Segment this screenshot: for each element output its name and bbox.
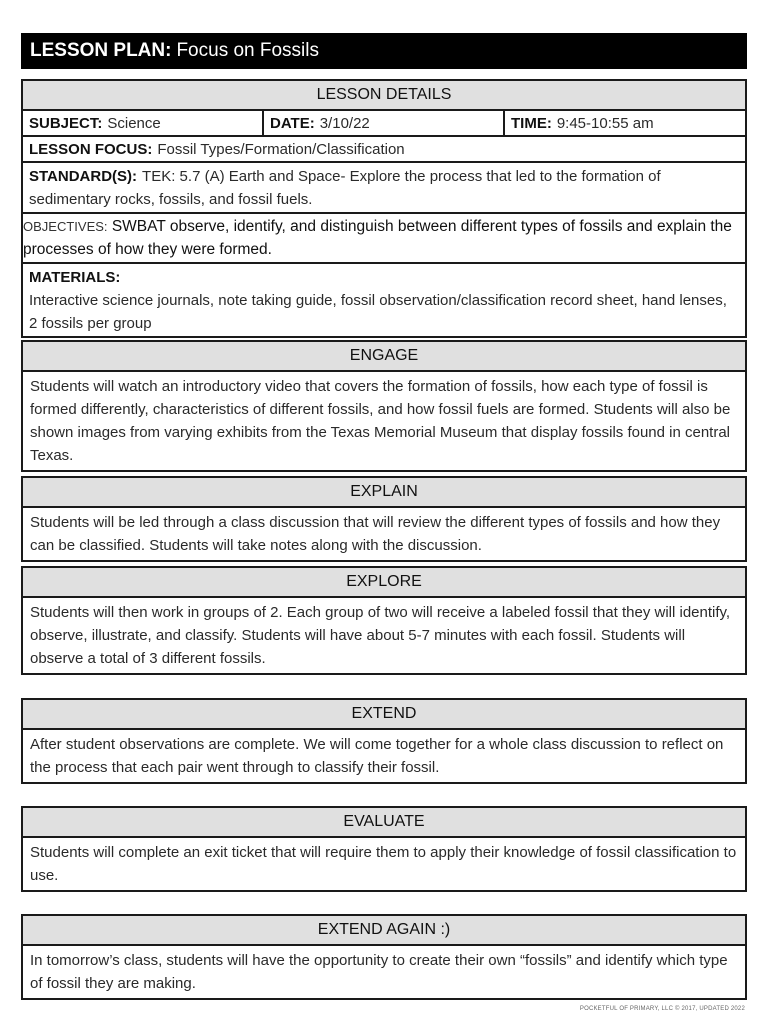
copyright-footer: POCKETFUL OF PRIMARY, LLC © 2017, UPDATED 2022 <box>579 1006 745 1012</box>
explore-section <box>21 566 747 675</box>
extend-again-section <box>21 914 747 1000</box>
standards-label: STANDARD(S): <box>29 168 138 185</box>
time-label: TIME: <box>511 114 552 132</box>
extend-again-heading: EXTEND AGAIN :) <box>23 916 745 946</box>
subject-cell <box>23 111 264 135</box>
evaluate-section <box>21 806 747 892</box>
title-text: Focus on Fossils <box>176 40 319 61</box>
materials-row <box>23 264 745 336</box>
objectives-value: SWBAT observe, identify, and distinguish between different types of fossils and explain the processes of how they were formed. <box>23 218 732 258</box>
lesson-details-heading: LESSON DETAILS <box>23 81 745 111</box>
objectives-label: OBJECTIVES: <box>23 219 108 234</box>
standards-value: TEK: 5.7 (A) Earth and Space- Explore the process that led to the formation of sedimentary rocks, fossils, and fossil fuels. <box>29 168 661 208</box>
explain-heading: EXPLAIN <box>23 478 745 508</box>
extend-body: After student observations are complete. We will come together for a whole class discussion to reflect on the process that each pair went through to classify their fossil. <box>30 736 724 776</box>
lesson-details-table <box>21 79 747 338</box>
time-value: 9:45-10:55 am <box>556 114 654 132</box>
date-label: DATE: <box>270 114 315 132</box>
explain-section <box>21 476 747 562</box>
evaluate-body: Students will complete an exit ticket that will require them to apply their knowledge of fossil classification to use. <box>30 844 737 884</box>
details-row-meta <box>23 111 745 137</box>
engage-body: Students will watch an introductory video that covers the formation of fossils, how each type of fossil is formed differently, characteristics of different fossils, and how fossil fuels are formed. Students will also be shown images from varying exhibits from the Texas Memorial Museum that display fossils found in central Texas. <box>30 378 731 464</box>
lesson-focus-value: Fossil Types/Formation/Classification <box>157 140 405 158</box>
date-cell <box>264 111 505 135</box>
subject-label: SUBJECT: <box>29 114 103 132</box>
explore-body: Students will then work in groups of 2. Each group of two will receive a labeled fossil that they will identify, observe, illustrate, and classify. Students will have about 5-7 minutes with each fossil. Students will observe a total of 3 different fossils. <box>30 604 731 667</box>
lesson-focus-row <box>23 137 745 163</box>
extend-section <box>21 698 747 784</box>
engage-heading: ENGAGE <box>23 342 745 372</box>
materials-value: Interactive science journals, note taking guide, fossil observation/classification record sheet, hand lenses, 2 fossils per group <box>29 292 727 332</box>
date-value: 3/10/22 <box>319 114 370 132</box>
standards-row <box>23 163 745 214</box>
objectives-row <box>23 214 745 264</box>
explore-heading: EXPLORE <box>23 568 745 598</box>
subject-value: Science <box>107 114 161 132</box>
extend-heading: EXTEND <box>23 700 745 730</box>
title-prefix: LESSON PLAN: <box>30 40 172 61</box>
page-title <box>21 33 747 69</box>
engage-section <box>21 340 747 472</box>
lesson-focus-label: LESSON FOCUS: <box>29 140 153 158</box>
extend-again-body: In tomorrow’s class, students will have the opportunity to create their own “fossils” and identify which type of fossil they are making. <box>30 952 728 992</box>
explain-body: Students will be led through a class discussion that will review the different types of fossils and how they can be classified. Students will take notes along with the discussion. <box>30 514 721 554</box>
materials-label: MATERIALS: <box>29 269 121 286</box>
time-cell <box>505 111 745 135</box>
evaluate-heading: EVALUATE <box>23 808 745 838</box>
